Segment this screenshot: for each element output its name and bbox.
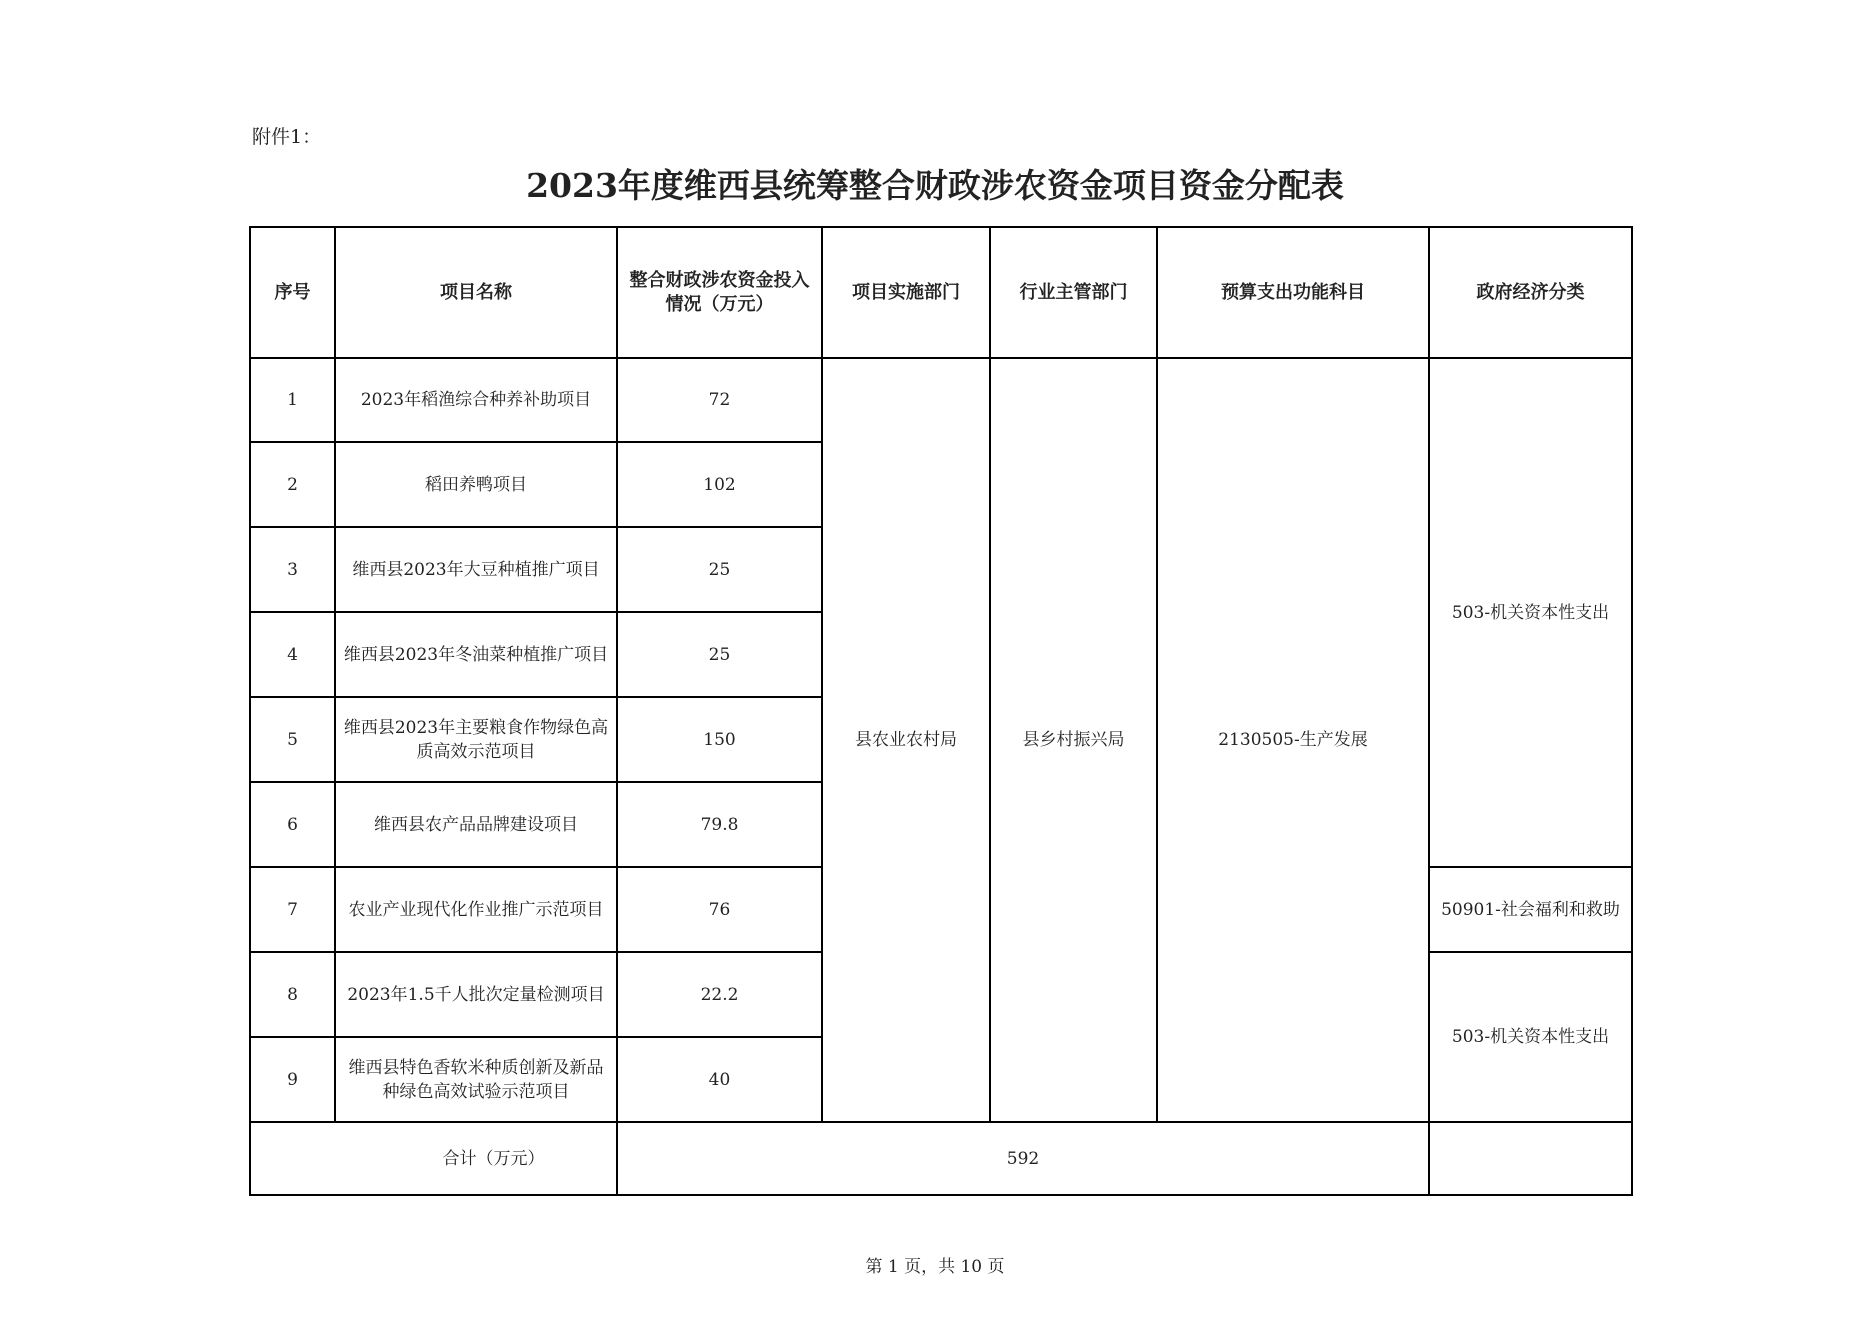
document-title: 2023年度维西县统筹整合财政涉农资金项目资金分配表 [526, 166, 1344, 205]
econ-class-3: 503-机关资本性支出 [1429, 952, 1632, 1122]
total-label: 合计（万元） [250, 1122, 617, 1195]
header-supervising-dept: 行业主管部门 [990, 227, 1157, 358]
header-no: 序号 [250, 227, 335, 358]
table-row [250, 358, 1632, 442]
row-no: 8 [250, 952, 335, 1037]
econ-class-2: 50901-社会福利和救助 [1429, 867, 1632, 952]
econ-class-1: 503-机关资本性支出 [1429, 358, 1632, 867]
row-amount: 102 [617, 442, 822, 527]
row-no: 2 [250, 442, 335, 527]
header-row [250, 227, 1632, 358]
total-value: 592 [617, 1122, 1429, 1195]
row-name: 2023年1.5千人批次定量检测项目 [335, 952, 617, 1037]
budget-function: 2130505-生产发展 [1157, 358, 1429, 1122]
row-amount: 22.2 [617, 952, 822, 1037]
allocation-table [249, 226, 1633, 1196]
attachment-label: 附件1： [252, 126, 322, 148]
header-name: 项目名称 [335, 227, 617, 358]
row-no: 1 [250, 358, 335, 442]
row-name: 稻田养鸭项目 [335, 442, 617, 527]
total-empty [1429, 1122, 1632, 1195]
page-number: 第 1 页，共 10 页 [865, 1257, 1005, 1277]
row-amount: 25 [617, 527, 822, 612]
header-econ-class: 政府经济分类 [1429, 227, 1632, 358]
row-no: 6 [250, 782, 335, 867]
row-amount: 25 [617, 612, 822, 697]
row-amount: 79.8 [617, 782, 822, 867]
implementing-dept: 县农业农村局 [822, 358, 990, 1122]
row-amount: 40 [617, 1037, 822, 1122]
row-no: 9 [250, 1037, 335, 1122]
row-no: 7 [250, 867, 335, 952]
row-amount: 150 [617, 697, 822, 782]
row-amount: 72 [617, 358, 822, 442]
row-name: 维西县2023年冬油菜种植推广项目 [335, 612, 617, 697]
header-amount: 整合财政涉农资金投入情况（万元） [617, 227, 822, 358]
row-amount: 76 [617, 867, 822, 952]
row-no: 3 [250, 527, 335, 612]
row-no: 5 [250, 697, 335, 782]
row-name: 维西县农产品品牌建设项目 [335, 782, 617, 867]
header-implementing-dept: 项目实施部门 [822, 227, 990, 358]
row-name: 维西县2023年主要粮食作物绿色高质高效示范项目 [335, 697, 617, 782]
row-no: 4 [250, 612, 335, 697]
row-name: 2023年稻渔综合种养补助项目 [335, 358, 617, 442]
row-name: 维西县2023年大豆种植推广项目 [335, 527, 617, 612]
header-budget-function: 预算支出功能科目 [1157, 227, 1429, 358]
row-name: 维西县特色香软米种质创新及新品种绿色高效试验示范项目 [335, 1037, 617, 1122]
supervising-dept: 县乡村振兴局 [990, 358, 1157, 1122]
total-row [250, 1122, 1632, 1195]
row-name: 农业产业现代化作业推广示范项目 [335, 867, 617, 952]
